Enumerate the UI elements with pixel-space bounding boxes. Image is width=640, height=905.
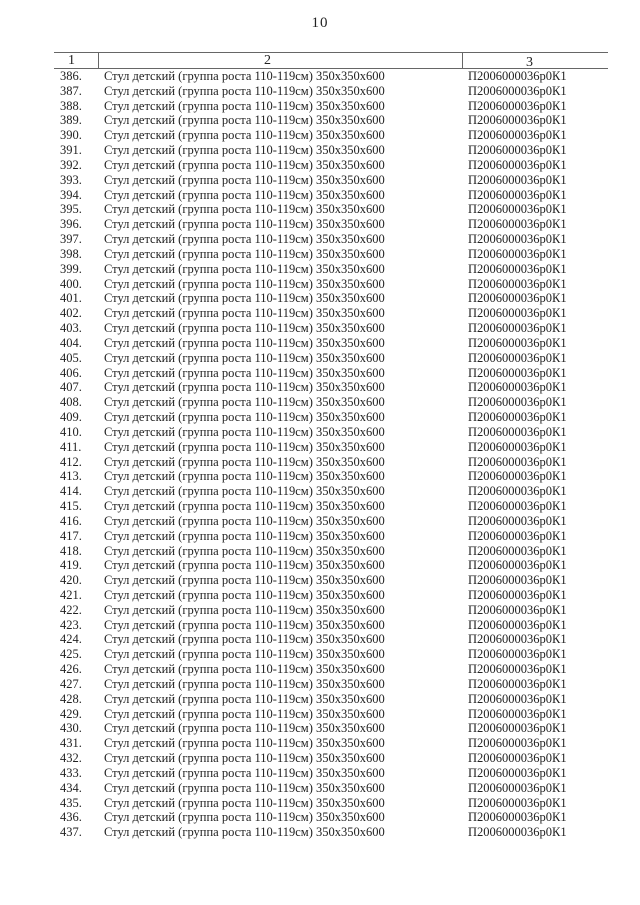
table-row (54, 321, 608, 336)
header-col-2: 2 (264, 53, 271, 68)
row-number: 409. (60, 410, 82, 425)
row-code: П2006000036р0К1 (468, 261, 567, 276)
row-code: П2006000036р0К1 (468, 676, 567, 691)
row-code: П2006000036р0К1 (468, 736, 567, 751)
row-number: 390. (60, 128, 82, 143)
table-row (54, 113, 608, 128)
row-description: Стул детский (группа роста 110-119см) 350x350x600 (104, 157, 385, 172)
row-number: 405. (60, 350, 82, 365)
row-description: Стул детский (группа роста 110-119см) 350x350x600 (104, 350, 385, 365)
row-number: 420. (60, 573, 82, 588)
row-description: Стул детский (группа роста 110-119см) 350x350x600 (104, 573, 385, 588)
row-code: П2006000036р0К1 (468, 543, 567, 558)
row-number: 424. (60, 632, 82, 647)
row-number: 393. (60, 172, 82, 187)
table-row (54, 588, 608, 603)
row-number: 415. (60, 499, 82, 514)
table-row (54, 410, 608, 425)
table-row (54, 603, 608, 618)
table-row (54, 395, 608, 410)
row-code: П2006000036р0К1 (468, 602, 567, 617)
row-number: 388. (60, 98, 82, 113)
row-number: 437. (60, 825, 82, 840)
table-row (54, 99, 608, 114)
table-row (54, 128, 608, 143)
row-description: Стул детский (группа роста 110-119см) 350x350x600 (104, 810, 385, 825)
row-code: П2006000036р0К1 (468, 321, 567, 336)
row-description: Стул детский (группа роста 110-119см) 350x350x600 (104, 321, 385, 336)
row-number: 408. (60, 395, 82, 410)
row-number: 407. (60, 380, 82, 395)
row-code: П2006000036р0К1 (468, 617, 567, 632)
table-row (54, 336, 608, 351)
row-description: Стул детский (группа роста 110-119см) 350x350x600 (104, 513, 385, 528)
table-row (54, 707, 608, 722)
row-number: 412. (60, 454, 82, 469)
row-code: П2006000036р0К1 (468, 632, 567, 647)
row-code: П2006000036р0К1 (468, 721, 567, 736)
table-row (54, 262, 608, 277)
row-number: 430. (60, 721, 82, 736)
row-description: Стул детский (группа роста 110-119см) 350x350x600 (104, 543, 385, 558)
row-number: 398. (60, 246, 82, 261)
row-code: П2006000036р0К1 (468, 706, 567, 721)
table-row (54, 469, 608, 484)
row-description: Стул детский (группа роста 110-119см) 350x350x600 (104, 380, 385, 395)
row-number: 396. (60, 217, 82, 232)
table-row (54, 232, 608, 247)
row-code: П2006000036р0К1 (468, 365, 567, 380)
row-description: Стул детский (группа роста 110-119см) 350x350x600 (104, 662, 385, 677)
row-description: Стул детский (группа роста 110-119см) 350x350x600 (104, 276, 385, 291)
table-row (54, 158, 608, 173)
row-description: Стул детский (группа роста 110-119см) 350x350x600 (104, 83, 385, 98)
row-code: П2006000036р0К1 (468, 395, 567, 410)
row-code: П2006000036р0К1 (468, 469, 567, 484)
row-code: П2006000036р0К1 (468, 662, 567, 677)
row-code: П2006000036р0К1 (468, 335, 567, 350)
row-number: 422. (60, 602, 82, 617)
row-number: 404. (60, 335, 82, 350)
row-code: П2006000036р0К1 (468, 558, 567, 573)
row-description: Стул детский (группа роста 110-119см) 350x350x600 (104, 454, 385, 469)
table-row (54, 202, 608, 217)
table-row (54, 277, 608, 292)
row-description: Стул детский (группа роста 110-119см) 350x350x600 (104, 365, 385, 380)
row-code: П2006000036р0К1 (468, 246, 567, 261)
row-number: 429. (60, 706, 82, 721)
table-row (54, 366, 608, 381)
row-code: П2006000036р0К1 (468, 691, 567, 706)
row-description: Стул детский (группа роста 110-119см) 350x350x600 (104, 484, 385, 499)
row-description: Стул детский (группа роста 110-119см) 350x350x600 (104, 335, 385, 350)
row-code: П2006000036р0К1 (468, 232, 567, 247)
row-number: 414. (60, 484, 82, 499)
table-row (54, 291, 608, 306)
row-code: П2006000036р0К1 (468, 202, 567, 217)
row-number: 386. (60, 69, 82, 83)
row-number: 434. (60, 780, 82, 795)
table-body (54, 69, 608, 840)
row-number: 389. (60, 113, 82, 128)
row-description: Стул детский (группа роста 110-119см) 350x350x600 (104, 261, 385, 276)
row-description: Стул детский (группа роста 110-119см) 350x350x600 (104, 306, 385, 321)
row-description: Стул детский (группа роста 110-119см) 350x350x600 (104, 202, 385, 217)
row-number: 401. (60, 291, 82, 306)
table-row (54, 632, 608, 647)
row-code: П2006000036р0К1 (468, 350, 567, 365)
row-number: 403. (60, 321, 82, 336)
row-code: П2006000036р0К1 (468, 424, 567, 439)
row-code: П2006000036р0К1 (468, 187, 567, 202)
row-number: 435. (60, 795, 82, 810)
row-number: 419. (60, 558, 82, 573)
row-number: 397. (60, 232, 82, 247)
row-description: Стул детский (группа роста 110-119см) 350x350x600 (104, 780, 385, 795)
row-number: 433. (60, 765, 82, 780)
table-row (54, 455, 608, 470)
row-code: П2006000036р0К1 (468, 454, 567, 469)
table-row (54, 514, 608, 529)
row-code: П2006000036р0К1 (468, 484, 567, 499)
table-row (54, 351, 608, 366)
row-number: 428. (60, 691, 82, 706)
row-number: 432. (60, 751, 82, 766)
row-number: 406. (60, 365, 82, 380)
row-number: 431. (60, 736, 82, 751)
table-row (54, 662, 608, 677)
row-description: Стул детский (группа роста 110-119см) 350x350x600 (104, 751, 385, 766)
row-description: Стул детский (группа роста 110-119см) 350x350x600 (104, 587, 385, 602)
row-number: 400. (60, 276, 82, 291)
row-code: П2006000036р0К1 (468, 410, 567, 425)
table-row (54, 217, 608, 232)
row-code: П2006000036р0К1 (468, 83, 567, 98)
header-col-3: 3 (526, 55, 533, 70)
row-description: Стул детский (группа роста 110-119см) 350x350x600 (104, 98, 385, 113)
row-code: П2006000036р0К1 (468, 217, 567, 232)
table-row (54, 647, 608, 662)
row-description: Стул детский (группа роста 110-119см) 350x350x600 (104, 246, 385, 261)
row-number: 416. (60, 513, 82, 528)
row-number: 421. (60, 587, 82, 602)
row-description: Стул детский (группа роста 110-119см) 350x350x600 (104, 617, 385, 632)
table-row (54, 781, 608, 796)
row-description: Стул детский (группа роста 110-119см) 350x350x600 (104, 439, 385, 454)
table-row (54, 306, 608, 321)
row-description: Стул детский (группа роста 110-119см) 350x350x600 (104, 69, 385, 83)
table-row (54, 173, 608, 188)
table-row (54, 544, 608, 559)
table-row (54, 558, 608, 573)
table-row (54, 618, 608, 633)
table-row (54, 529, 608, 544)
table-row (54, 143, 608, 158)
table-row (54, 721, 608, 736)
table-row (54, 69, 608, 84)
row-description: Стул детский (группа роста 110-119см) 350x350x600 (104, 691, 385, 706)
row-code: П2006000036р0К1 (468, 587, 567, 602)
row-description: Стул детский (группа роста 110-119см) 350x350x600 (104, 187, 385, 202)
table-row (54, 825, 608, 840)
table-row (54, 796, 608, 811)
row-description: Стул детский (группа роста 110-119см) 350x350x600 (104, 558, 385, 573)
table-row (54, 440, 608, 455)
row-number: 413. (60, 469, 82, 484)
row-code: П2006000036р0К1 (468, 751, 567, 766)
table-row (54, 188, 608, 203)
row-description: Стул детский (группа роста 110-119см) 350x350x600 (104, 410, 385, 425)
row-code: П2006000036р0К1 (468, 172, 567, 187)
row-code: П2006000036р0К1 (468, 825, 567, 840)
row-description: Стул детский (группа роста 110-119см) 350x350x600 (104, 528, 385, 543)
row-number: 411. (60, 439, 82, 454)
row-description: Стул детский (группа роста 110-119см) 350x350x600 (104, 825, 385, 840)
row-number: 418. (60, 543, 82, 558)
row-description: Стул детский (группа роста 110-119см) 350x350x600 (104, 143, 385, 158)
row-number: 410. (60, 424, 82, 439)
column-divider (462, 53, 463, 68)
row-number: 425. (60, 647, 82, 662)
row-description: Стул детский (группа роста 110-119см) 350x350x600 (104, 765, 385, 780)
row-code: П2006000036р0К1 (468, 439, 567, 454)
row-number: 427. (60, 676, 82, 691)
table-row (54, 810, 608, 825)
row-code: П2006000036р0К1 (468, 276, 567, 291)
row-code: П2006000036р0К1 (468, 157, 567, 172)
row-code: П2006000036р0К1 (468, 380, 567, 395)
table-row (54, 247, 608, 262)
row-description: Стул детский (группа роста 110-119см) 350x350x600 (104, 676, 385, 691)
row-description: Стул детский (группа роста 110-119см) 350x350x600 (104, 721, 385, 736)
table-row (54, 380, 608, 395)
row-code: П2006000036р0К1 (468, 113, 567, 128)
row-code: П2006000036р0К1 (468, 69, 567, 83)
row-description: Стул детский (группа роста 110-119см) 350x350x600 (104, 395, 385, 410)
row-description: Стул детский (группа роста 110-119см) 350x350x600 (104, 647, 385, 662)
row-number: 402. (60, 306, 82, 321)
table-row (54, 751, 608, 766)
row-description: Стул детский (группа роста 110-119см) 350x350x600 (104, 424, 385, 439)
row-number: 391. (60, 143, 82, 158)
row-code: П2006000036р0К1 (468, 780, 567, 795)
table-row (54, 499, 608, 514)
row-number: 392. (60, 157, 82, 172)
row-code: П2006000036р0К1 (468, 810, 567, 825)
row-description: Стул детский (группа роста 110-119см) 350x350x600 (104, 291, 385, 306)
column-divider (98, 53, 99, 68)
row-code: П2006000036р0К1 (468, 795, 567, 810)
row-description: Стул детский (группа роста 110-119см) 350x350x600 (104, 113, 385, 128)
row-description: Стул детский (группа роста 110-119см) 350x350x600 (104, 632, 385, 647)
table-row (54, 736, 608, 751)
row-description: Стул детский (группа роста 110-119см) 350x350x600 (104, 602, 385, 617)
row-number: 423. (60, 617, 82, 632)
row-code: П2006000036р0К1 (468, 573, 567, 588)
table-row (54, 677, 608, 692)
row-description: Стул детский (группа роста 110-119см) 350x350x600 (104, 128, 385, 143)
page-number: 10 (311, 15, 329, 31)
table-row (54, 425, 608, 440)
row-code: П2006000036р0К1 (468, 513, 567, 528)
table-row (54, 692, 608, 707)
row-code: П2006000036р0К1 (468, 98, 567, 113)
table-row (54, 84, 608, 99)
row-code: П2006000036р0К1 (468, 499, 567, 514)
row-description: Стул детский (группа роста 110-119см) 350x350x600 (104, 172, 385, 187)
row-number: 436. (60, 810, 82, 825)
row-description: Стул детский (группа роста 110-119см) 350x350x600 (104, 736, 385, 751)
header-col-1: 1 (68, 53, 75, 68)
row-code: П2006000036р0К1 (468, 306, 567, 321)
row-number: 395. (60, 202, 82, 217)
row-number: 417. (60, 528, 82, 543)
items-table (54, 52, 608, 840)
row-description: Стул детский (группа роста 110-119см) 350x350x600 (104, 232, 385, 247)
table-header (54, 52, 608, 69)
row-description: Стул детский (группа роста 110-119см) 350x350x600 (104, 217, 385, 232)
row-code: П2006000036р0К1 (468, 291, 567, 306)
table-row (54, 766, 608, 781)
row-code: П2006000036р0К1 (468, 647, 567, 662)
row-number: 399. (60, 261, 82, 276)
row-number: 387. (60, 83, 82, 98)
row-description: Стул детский (группа роста 110-119см) 350x350x600 (104, 499, 385, 514)
row-description: Стул детский (группа роста 110-119см) 350x350x600 (104, 706, 385, 721)
row-number: 426. (60, 662, 82, 677)
row-code: П2006000036р0К1 (468, 143, 567, 158)
row-code: П2006000036р0К1 (468, 765, 567, 780)
table-row (54, 484, 608, 499)
row-code: П2006000036р0К1 (468, 128, 567, 143)
table-row (54, 573, 608, 588)
row-code: П2006000036р0К1 (468, 528, 567, 543)
row-number: 394. (60, 187, 82, 202)
row-description: Стул детский (группа роста 110-119см) 350x350x600 (104, 795, 385, 810)
row-description: Стул детский (группа роста 110-119см) 350x350x600 (104, 469, 385, 484)
